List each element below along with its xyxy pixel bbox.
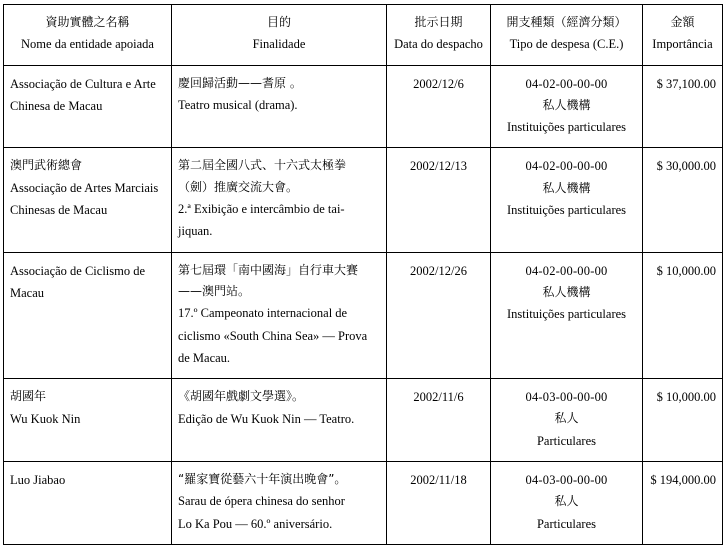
type-code: 04-02-00-00-00: [525, 263, 608, 278]
document-page: [0, 4, 727, 531]
type-pt: Instituições particulares: [506, 203, 627, 218]
type-cjk: 私人: [554, 411, 579, 426]
header-cell-type: [491, 5, 643, 66]
purpose-line: Lo Ka Pou — 60.º aniversário.: [178, 516, 333, 531]
purpose-line: jiquan.: [178, 224, 213, 239]
entity-line: Macau: [10, 285, 45, 300]
cell-entity: [4, 148, 172, 252]
cell-type: [491, 148, 643, 252]
cell-amount: [643, 379, 723, 462]
cell-amount: [643, 148, 723, 252]
date-value: 2002/11/18: [410, 473, 467, 488]
amount-value: $ 10,000.00: [656, 263, 716, 278]
grant-table: [3, 4, 723, 545]
cell-purpose: [172, 65, 387, 148]
cell-type: [491, 252, 643, 378]
purpose-line: 第七屆環「南中國海」自行車大賽: [178, 262, 359, 277]
amount-value: $ 30,000.00: [656, 159, 716, 174]
purpose-line: Edição de Wu Kuok Nin — Teatro.: [178, 411, 355, 426]
cell-date: [387, 252, 491, 378]
entity-line: Associação de Cultura e Arte: [10, 76, 156, 91]
type-pt: Particulares: [536, 433, 596, 448]
cell-purpose: [172, 252, 387, 378]
purpose-line: ciclismo «South China Sea» — Prova: [178, 328, 368, 343]
header-row: [4, 5, 723, 66]
header-purpose-pt: Finalidade: [252, 37, 306, 52]
cell-type: [491, 462, 643, 545]
purpose-line: Sarau de ópera chinesa do senhor: [178, 494, 345, 509]
date-value: 2002/12/6: [413, 76, 464, 91]
cell-amount: [643, 65, 723, 148]
header-purpose-cjk: 目的: [266, 15, 291, 29]
type-cjk: 私人機構: [542, 284, 591, 299]
header-cell-amount: [643, 5, 723, 66]
purpose-line: 《胡國年戲劇文學選》。: [178, 389, 305, 404]
cell-date: [387, 379, 491, 462]
entity-line: Associação de Artes Marciais: [10, 180, 159, 195]
cell-date: [387, 462, 491, 545]
entity-line: 胡國年: [10, 389, 47, 404]
purpose-line: 17.º Campeonato internacional de: [178, 306, 348, 321]
table-row: [4, 148, 723, 252]
purpose-line: de Macau.: [178, 350, 231, 365]
header-cell-purpose: [172, 5, 387, 66]
header-cell-entity: [4, 5, 172, 66]
header-type-cjk: 開支種類（經濟分類）: [506, 15, 627, 29]
type-pt: Instituições particulares: [506, 307, 627, 322]
purpose-line: 第二屆全國八式、十六式太極拳: [178, 158, 347, 173]
type-cjk: 私人: [554, 494, 579, 509]
header-amount-pt: Importância: [652, 37, 713, 52]
purpose-line: ——澳門站。: [178, 284, 251, 299]
type-code: 04-03-00-00-00: [525, 390, 608, 405]
table-body: [4, 65, 723, 544]
cell-amount: [643, 462, 723, 545]
amount-value: $ 10,000.00: [656, 390, 716, 405]
cell-purpose: [172, 148, 387, 252]
cell-purpose: [172, 379, 387, 462]
purpose-line: “羅家寶從藝六十年演出晚會”。: [178, 472, 347, 487]
cell-date: [387, 148, 491, 252]
type-code: 04-03-00-00-00: [525, 473, 608, 488]
purpose-line: 慶回歸活動——耆原 。: [178, 75, 302, 90]
purpose-line: （劍）推廣交流大會。: [178, 179, 299, 194]
type-cjk: 私人機構: [542, 180, 591, 195]
header-entity-cjk: 資助實體之名稱: [45, 15, 130, 29]
entity-line: 澳門武術總會: [10, 158, 83, 173]
entity-line: Associação de Ciclismo de: [10, 263, 146, 278]
type-code: 04-02-00-00-00: [525, 76, 608, 91]
table-row: [4, 462, 723, 545]
amount-value: $ 37,100.00: [656, 76, 716, 91]
cell-date: [387, 65, 491, 148]
date-value: 2002/12/26: [410, 263, 467, 278]
type-code: 04-02-00-00-00: [525, 159, 608, 174]
cell-type: [491, 379, 643, 462]
table-row: [4, 65, 723, 148]
header-date-pt: Data do despacho: [394, 37, 483, 52]
purpose-line: 2.ª Exibição e intercâmbio de tai-: [178, 202, 345, 217]
cell-entity: [4, 252, 172, 378]
date-value: 2002/12/13: [410, 159, 467, 174]
header-date-cjk: 批示日期: [414, 15, 463, 29]
header-amount-cjk: 金額: [670, 15, 695, 29]
entity-line: Luo Jiabao: [10, 473, 66, 488]
date-value: 2002/11/6: [413, 390, 464, 405]
entity-line: Chinesa de Macau: [10, 98, 103, 113]
type-cjk: 私人機構: [542, 97, 591, 112]
cell-type: [491, 65, 643, 148]
cell-purpose: [172, 462, 387, 545]
header-type-pt: Tipo de despesa (C.E.): [509, 37, 624, 52]
table-row: [4, 252, 723, 378]
entity-line: Wu Kuok Nin: [10, 411, 81, 426]
purpose-line: Teatro musical (drama).: [178, 97, 298, 112]
header-entity-pt: Nome da entidade apoiada: [21, 37, 154, 52]
table-header: [4, 5, 723, 66]
type-pt: Particulares: [536, 516, 596, 531]
cell-entity: [4, 462, 172, 545]
cell-entity: [4, 65, 172, 148]
header-cell-date: [387, 5, 491, 66]
entity-line: Chinesas de Macau: [10, 203, 108, 218]
table-row: [4, 379, 723, 462]
cell-amount: [643, 252, 723, 378]
type-pt: Instituições particulares: [506, 120, 627, 135]
amount-value: $ 194,000.00: [650, 473, 716, 488]
cell-entity: [4, 379, 172, 462]
